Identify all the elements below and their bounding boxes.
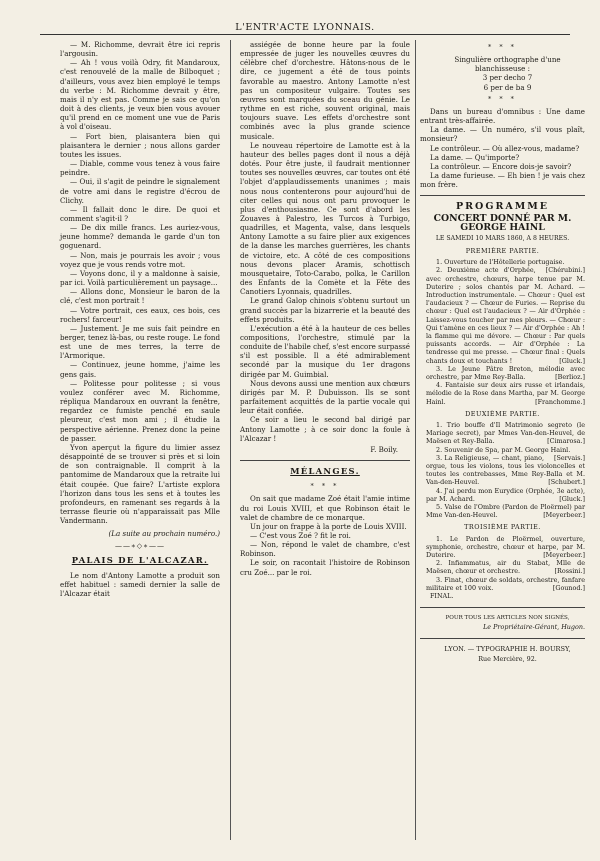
- omnibus-paragraph: Le contrôleur. — Où allez-vous, madame?: [430, 143, 580, 153]
- omnibus-paragraph: La contrôleur. — Encore dois-je savoir?: [430, 161, 572, 171]
- concert-date: LE SAMEDI 10 MARS 1860, A 8 HEURES.: [435, 234, 570, 242]
- programme-item-text: 1. Ouverture de l'Hôtellerie portugaise.: [436, 258, 565, 267]
- section-title-melanges: MÉLANGES.: [290, 466, 360, 477]
- signature: F. Boily.: [370, 444, 398, 454]
- c2-after-paragraph: — Non, répond le valet de chambre, c'est Robinson.: [240, 540, 410, 559]
- programme-item: [420, 381, 585, 406]
- composer-name: [Servais.]: [554, 453, 585, 462]
- c2-paragraph: Le grand Galop chinois s'obtenu surtout un grand succès par la bizarrerie et la beauté des effets produits.: [240, 296, 410, 324]
- programme-item: [420, 365, 585, 381]
- composer-name: [Gluck.]: [559, 494, 585, 503]
- composer-name: [Franchomme.]: [535, 397, 585, 406]
- part-title: DEUXIÈME PARTIE.: [465, 409, 540, 418]
- composer-name: [Chérubini.]: [545, 266, 585, 275]
- composer-name: [Gounod.]: [552, 583, 585, 592]
- c2-paragraph: Ce soir a lieu le second bal dirigé par Antony Lamotte ; à ce soir donc la foule à l'Alcazar !: [240, 415, 410, 443]
- c1-paragraph: — Non, mais je pourrais les avoir ; vous voyez que je vous rends votre mot.: [60, 250, 220, 269]
- c2-paragraph: Le nouveau répertoire de Lamotte est à la hauteur des belles pages dont il nous a déjà dotés. Pour être juste, il faudrait mentionner toutes ses nouvelles œuvres, car toutes ont été l'objet d'applaudissements unanimes ; mais nous nous contenterons pour aujourd'hui de citer celles qui nous ont paru provoquer le plus d'enthousiasme. Ce sont d'abord les Zouaves à Palestro, les Turcos à Turbigo, quadrilles, et Magenta, valse, dans lesquels Antony Lamotte a su faire plier aux exigences de la danse les marches guerrières, les chants de victoire, etc. A côté de ces compositions nous devons placer Aramis, schottisch mousquetaire, Toto-Carabo, polka, le Carillon des Enfants de la Comète et la Fête des Canotiers Lyonnais, quadrilles.: [240, 140, 410, 297]
- c2-paragraph: L'exécution a été à la hauteur de ces belles compositions, l'orchestre, stimulé par la conduite de l'habile chef, s'est encore surpassé s'il est possible. Il a été admirablement secondé par la musique du 1er dragons dirigée par M. Guimbial.: [240, 323, 410, 379]
- programme-item: [420, 503, 585, 519]
- programme-item: [420, 258, 585, 275]
- c1-after-paragraph: Le nom d'Antony Lamotte a produit son effet habituel : samedi dernier la salle de l'Alcazar était: [60, 570, 220, 599]
- c2-paragraph: assiégée de bonne heure par la foule empressée de juger les nouvelles œuvres du célèbre chef d'orchestre. Hâtons-nous de le dire, ce jugement a été de tous points favorable au maestro. Antony Lamotte n'est pas un compositeur vulgaire. Toutes ses œuvres sont marquées du sceau du génie. Le rythme en est riche, souvent original, mais toujours suave. Les effets d'orchestre sont combinés avec la plus grande science musicale.: [240, 40, 410, 141]
- programme-item-text: 1. Trio bouffe d'Il Matrimonio segreto (le Mariage secret), par Mmes Van-den-Heuvel, de Maësen et Rey-Balla.: [426, 420, 585, 446]
- omnibus-paragraph: La dame. — Un numéro, s'il vous plaît, monsieur?: [420, 125, 585, 144]
- section-rule: [240, 460, 410, 461]
- programme-item-text: 5. Valse de l'Ombre (Pardon de Ploërmel) par Mme Van-den-Heuvel.: [426, 502, 585, 520]
- c1-paragraph: — Continuez, jeune homme, j'aime les gens gais.: [60, 360, 220, 379]
- programme-item-text: 2. Infiammatus, air du Stabat, Mlle de Maësen, chœur et orchestre.: [426, 559, 585, 576]
- concert-title: CONCERT DONNÉ PAR M. GEORGE HAINL: [433, 212, 572, 233]
- part-title: TROISIÈME PARTIE.: [464, 523, 541, 532]
- ornament-divider: ——∗◇∗——: [115, 542, 165, 551]
- programme-title: PROGRAMME: [456, 201, 549, 213]
- stars-divider: * * *: [488, 43, 517, 51]
- c1-paragraph: — Votre portrait, ces eaux, ces bois, ces rochers! farceur!: [60, 305, 220, 324]
- c2-paragraph: Nous devons aussi une mention aux chœurs dirigés par M. P. Dubuisson. Ils se sont parfaitement acquittés de la partie vocale qui leur était confiée.: [240, 378, 410, 416]
- c1-paragraph: — Oui, il s'agit de peindre le signalement de votre ami dans le registre d'écrou de Clichy.: [60, 177, 220, 205]
- footer-note: POUR TOUS LES ARTICLES NON SIGNÉS,: [445, 615, 570, 622]
- composer-name: [Cimarosa.]: [547, 437, 585, 446]
- omnibus-paragraph: La dame. — Qu'importe?: [430, 152, 520, 162]
- column-2: [240, 40, 410, 577]
- header-rule: [40, 34, 570, 35]
- programme-item: [420, 576, 585, 592]
- c1-paragraph: Yvon aperçut la figure du limier assez désappointé de se trouver si près et si loin de son contraignable. Il comprit à la pantomime de Mandaroux que la retraite lui était coupée. Que faire? L'artiste explora l'horizon dans tous les sens et à toutes les profondeurs, en ramenant ses regards à la terrasse fleurie où n'apparaissait pas Mlle Vandermann.: [60, 442, 221, 526]
- printer-line: LYON. — TYPOGRAPHIE H. BOURSY,: [444, 645, 571, 654]
- orthography-title: Singulière orthographe d'une blanchisseuse :: [454, 55, 561, 74]
- programme-item-text: 3. La Religieuse, — chant, piano, orgue, tous les violons, tous les violoncelles et toutes les contrebasses, Mme Rey-Balla et M. Van-den-Heuvel.: [426, 453, 585, 487]
- c1-paragraph: — Voyons donc, il y a maldonne à saisie, par ici. Voilà particulièrement un paysage...: [60, 268, 220, 288]
- programme-item-text: 4. Fantaisie sur deux airs russe et irlandais, mélodie de la Rose dans Martha, par M. George Hainl.: [426, 381, 585, 406]
- programme-item: [420, 266, 585, 364]
- page-header: L'ENTR'ACTE LYONNAIS.: [235, 22, 375, 33]
- composer-name: [Meyerbeer.]: [543, 511, 585, 520]
- c1-paragraph: — Diable, comme vous tenez à vous faire peindre.: [60, 159, 220, 178]
- printer-address: Rue Mercière, 92.: [478, 654, 537, 663]
- c2-after-paragraph: Le soir, on racontait l'histoire de Robinson cru Zoé... par le roi.: [240, 558, 410, 577]
- stars-divider: * * *: [310, 482, 340, 491]
- programme-item-text: 1. Le Pardon de Ploërmel, ouverture, symphonie, orchestre, chœur et harpe, par M. Duterire.: [426, 534, 585, 559]
- composer-name: [Gluck.]: [559, 356, 585, 365]
- composer-name: [Rossini.]: [554, 567, 585, 576]
- column-1: [60, 40, 220, 598]
- section-rule: [420, 607, 585, 608]
- c2-after-paragraph: — C'est vous Zoé ? fit le roi.: [250, 530, 351, 540]
- programme-item: [420, 559, 585, 575]
- c1-paragraph: — De dix mille francs. Les auriez-vous, jeune homme? demanda le garde d'un ton goguenard.: [60, 223, 220, 251]
- programme-item-text: 4. J'ai perdu mon Eurydice (Orphée, 3e acte), par M. Achard.: [426, 486, 585, 503]
- omnibus-paragraph: Dans un bureau d'omnibus : Une dame entrant très-affairée.: [420, 106, 585, 126]
- c1-paragraph: — Justement. Je me suis fait peindre en berger, tenez là-bas, ou reste rouge. Le fond est une de mes terres, la terre de l'Armorique.: [60, 323, 220, 361]
- programme-item: [420, 487, 585, 503]
- section-rule: [420, 195, 585, 196]
- programme-item-text: 2. Souvenir de Spa, par M. George Hainl.: [436, 445, 571, 454]
- footer-signature: Le Propriétaire-Gérant, Hugon.: [483, 623, 585, 632]
- column-divider-2: [415, 40, 416, 840]
- programme-item-text: 3. Le Jeune Pâtre Breton, mélodie avec orchestre, par Mme Rey-Balla.: [426, 364, 585, 381]
- programme-item-text: 3. Finat, chœur de soldats, orchestre, fanfare militaire et 100 voix.: [426, 575, 585, 592]
- c1-paragraph: — Fort bien, plaisantera bien qui plaisantera le dernier ; nous allons garder toutes les issues.: [60, 131, 220, 159]
- programme-item: [420, 445, 585, 462]
- omnibus-paragraph: La dame furieuse. — Eh bien ! je vais chez mon frère.: [420, 171, 585, 190]
- c1-paragraph: — Allons donc, Monsieur le baron de la clé, c'est mon portrait !: [60, 287, 220, 306]
- section-title-alcazar: PALAIS DE L'ALCAZAR.: [71, 554, 209, 565]
- section-rule: [420, 638, 585, 639]
- orthography-line: 6 per de ba 9: [483, 82, 532, 92]
- c2-after-paragraph: On sait que madame Zoé était l'amie intime du roi Louis XVIII, et que Robinson était le valet de chambre de ce monarque.: [240, 494, 410, 522]
- stars-divider: * * *: [488, 94, 517, 103]
- column-3: [420, 40, 585, 664]
- column-divider-1: [230, 40, 231, 840]
- programme-item: [420, 421, 585, 446]
- composer-name: [Berlioz.]: [555, 372, 585, 381]
- programme-final: FINAL.: [430, 591, 454, 600]
- c1-paragraph: — Il fallait donc le dire. De quoi et comment s'agit-il ?: [60, 204, 220, 223]
- c1-paragraph: — Politesse pour politesse ; si vous voulez conférer avec M. Richomme, répliqua Mandaroux en ouvrant la fenêtre, regardez ce fumiste penché en saule pleureur, c'est mon ami ; il étudie la perspective aérienne. Prenez donc la peine de passer.: [60, 378, 220, 443]
- programme-item: [420, 535, 585, 560]
- composer-name: [Schubert.]: [548, 478, 585, 487]
- continued-note: (La suite au prochain numéro.): [108, 529, 220, 539]
- c2-after-paragraph: Un jour on frappe à la porte de Louis XVIII.: [250, 521, 407, 531]
- programme-item-text: 2. Deuxième acte d'Orphée, avec orchestre, chœurs, harpe tenue par M. Duterire ; solos chantés par M. Achard. — Introduction instrumentale. — Chœur : Quel est l'audacieux ? — Chœur de Furies. — Reprise du chœur : Quel est l'audacieux ? — Air d'Orphée : Laissez-vous toucher par mes pleurs. — Chœur : Qui t'amène en ces lieux ? — Air d'Orphée : Ah ! la flamme qui me dévore. — Chœur : Par quels puissants accords. — Air d'Orphée : La tendresse qui me presse. — Chœur final : Quels chants doux et touchants !: [426, 266, 585, 365]
- composer-name: [Meyerbeer.]: [543, 550, 585, 559]
- orthography-line: 3 per decho 7: [482, 73, 533, 83]
- c1-paragraph: — Ah ! vous voilà Odry, fit Mandaroux, c'est renouvelé de la malle de Bilboquet ; d'ailleurs, vous avez bien employé le temps du verbe : M. Richomme devrait y être, mais il n'y est pas. Comme je sais ce qu'on doit à des clients, je veux bien vous avouer qu'il prend en ce moment une vue de Paris à vol d'oiseau.: [60, 58, 220, 132]
- c1-paragraph: — M. Richomme, devrait être ici repris l'argousin.: [60, 40, 220, 59]
- part-title: PREMIÈRE PARTIE.: [465, 246, 540, 255]
